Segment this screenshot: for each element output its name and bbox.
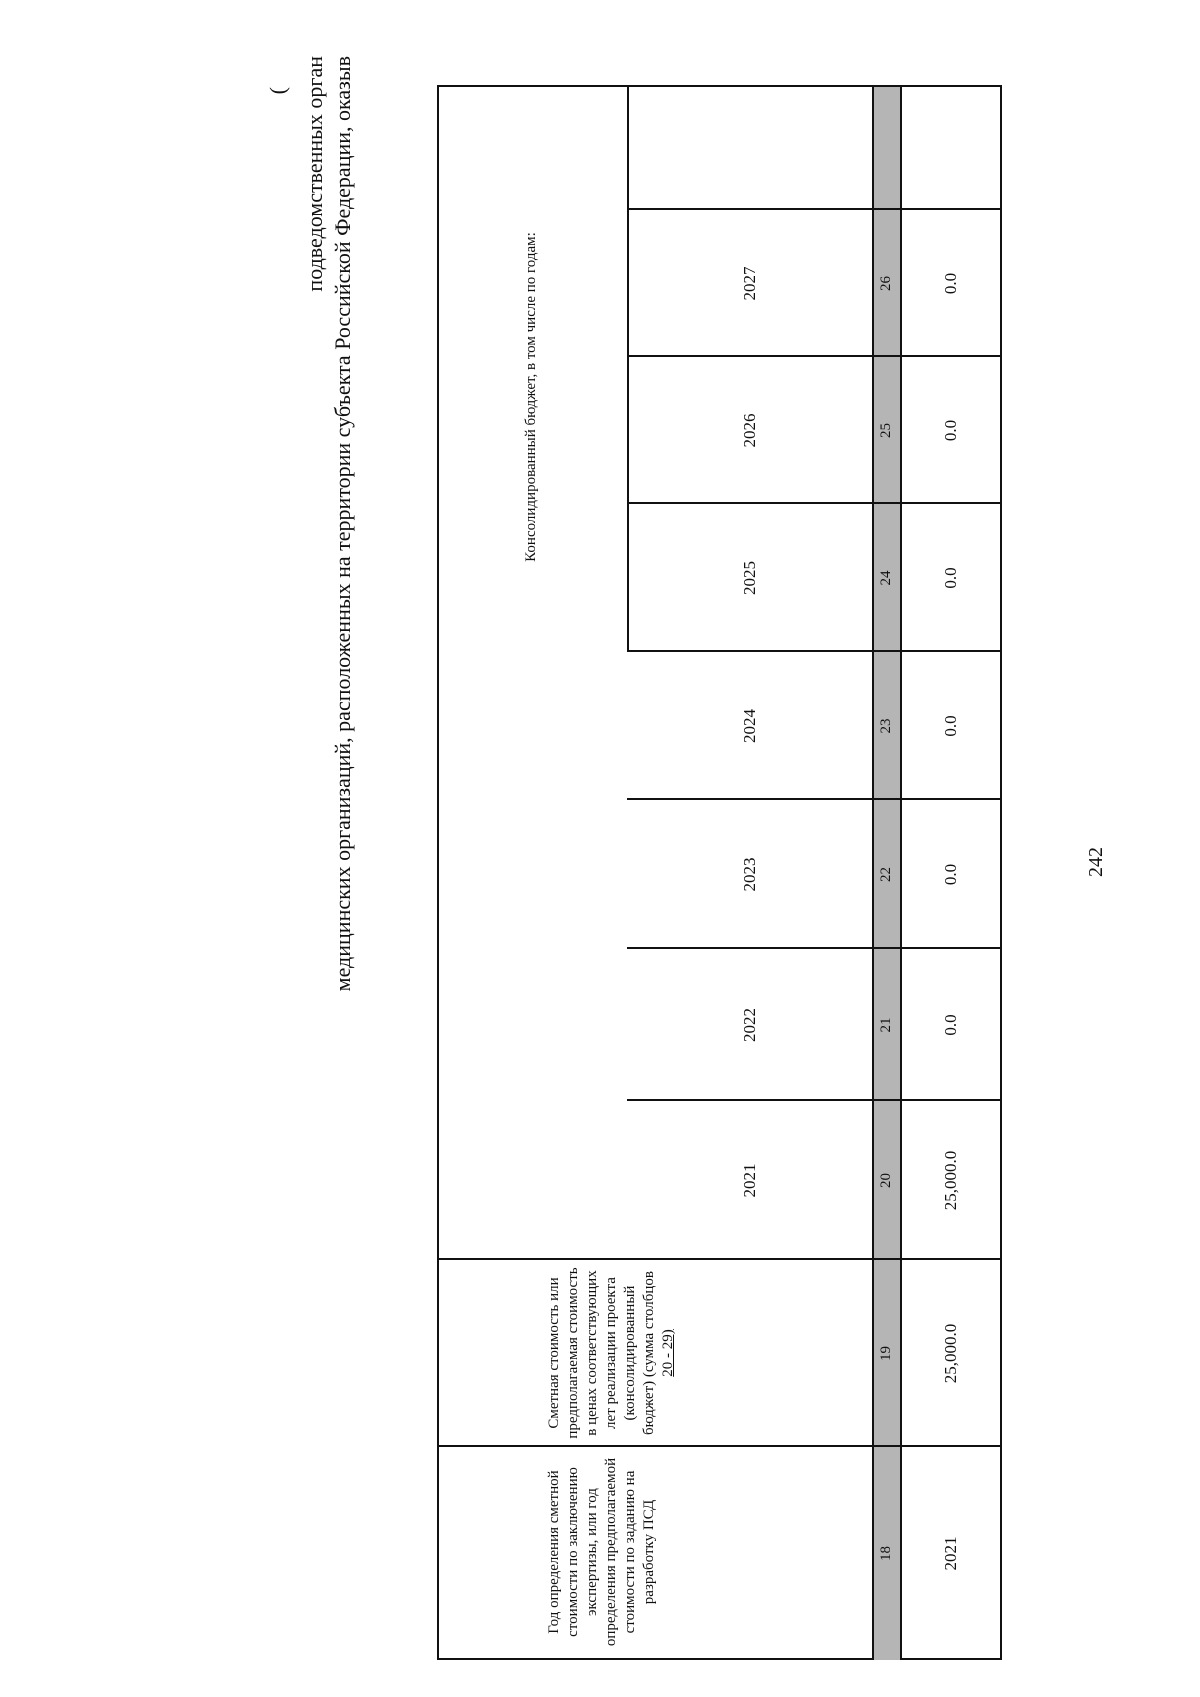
data-cell-2021: 25,000.0 [941, 1150, 960, 1211]
year-header-2022: 2022 [739, 1008, 759, 1042]
year-header-2026: 2026 [739, 413, 759, 448]
group-header: Консолидированный бюджет, в том числе по годам: [523, 232, 539, 562]
data-cell-2025: 0.0 [941, 567, 960, 589]
year-header-2024: 2024 [739, 709, 759, 743]
header-marker: ( [265, 87, 290, 95]
index-cell: 22 [878, 867, 894, 882]
data-cell-2024: 0.0 [941, 715, 960, 737]
data-cell-2023: 0.0 [941, 863, 960, 886]
index-cell: 24 [878, 570, 894, 586]
col19-header [545, 1263, 865, 1443]
index-cell: 23 [878, 718, 894, 734]
data-cell-2027: 0.0 [941, 272, 960, 295]
header-line-2: медицинских организаций, расположенных на территории субъекта Российской Федерации, оказыв [330, 56, 355, 992]
data-cell-total: 25,000.0 [941, 1323, 960, 1384]
index-cell: 26 [878, 276, 894, 291]
header-line-1: подведомственных орган [302, 56, 327, 292]
col19-header-text: Сметная стоимость или предполагаемая стоимость в ценах соответствующих лет реализации проекта (консолидированный бюджет) (сумма столбцов [546, 1267, 657, 1439]
data-cell-2022: 0.0 [941, 1014, 960, 1036]
year-header-2025: 2025 [739, 561, 759, 595]
index-cell: 25 [878, 423, 894, 438]
index-cell: 21 [878, 1017, 894, 1033]
page-number: 242 [1085, 847, 1107, 877]
index-cell: 19 [878, 1346, 894, 1361]
index-cell: 20 [878, 1173, 894, 1188]
year-header-2027: 2027 [739, 266, 759, 301]
index-cell: 18 [878, 1546, 894, 1561]
col18-header: Год определения сметной стоимости по заключению экспертизы, или год определения предполагаемой стоимости по заданию на разработку ПСД [546, 1457, 657, 1647]
col-line-right [437, 86, 1002, 88]
data-cell-year: 2021 [941, 1536, 960, 1571]
col19-header-link: 20 - 29) [660, 1329, 676, 1377]
year-header-2021: 2021 [739, 1163, 759, 1198]
data-cell-2026: 0.0 [941, 419, 960, 442]
year-header-2023: 2023 [739, 857, 759, 892]
